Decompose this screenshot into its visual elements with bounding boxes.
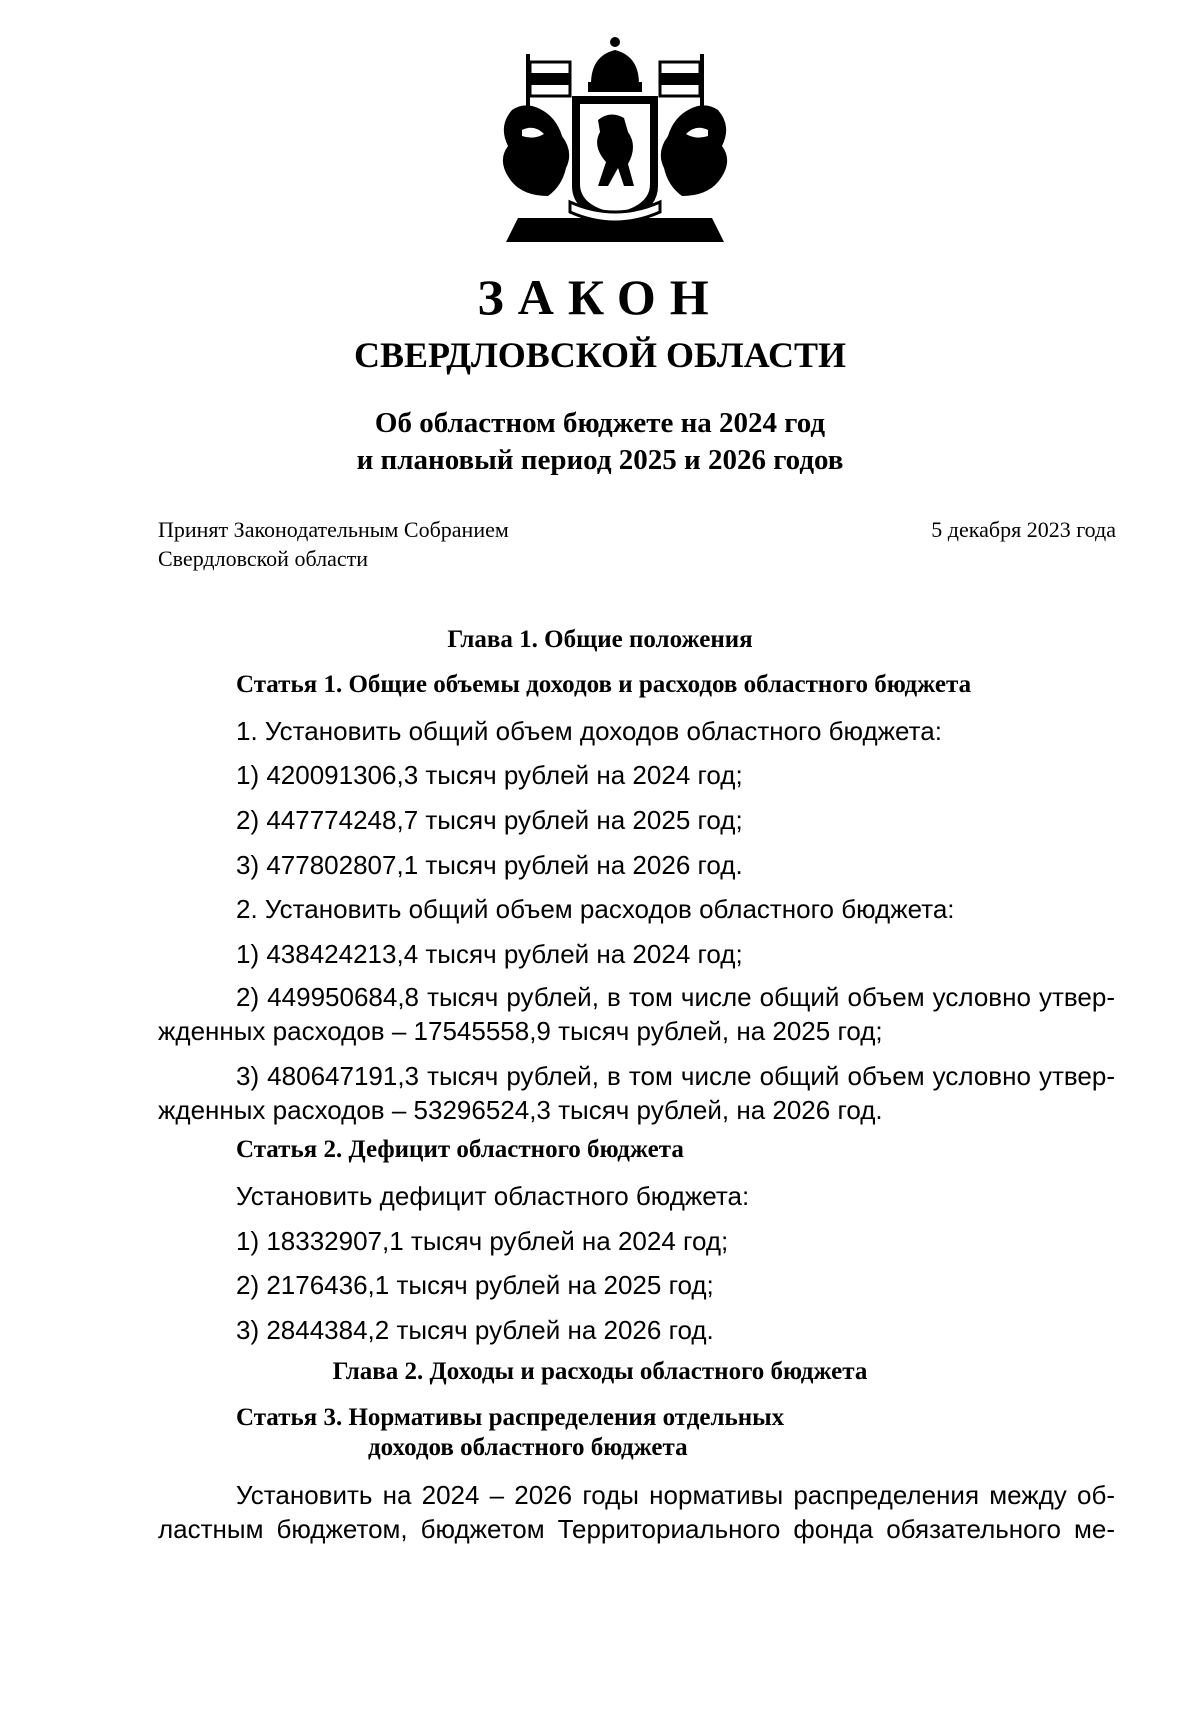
subtitle-line-1: Об областном бюджете на 2024 год <box>374 407 826 439</box>
article-1-p2-item2 <box>158 980 1115 1048</box>
adoption-line-1: Принят Законодательным Собранием <box>158 517 509 542</box>
article-3-title-line2: доходов областного бюджета <box>368 1434 688 1461</box>
article-1-p1: 1. Установить общий объем доходов областного бюджета: <box>236 716 942 746</box>
adoption-date: 5 декабря 2023 года <box>931 517 1116 542</box>
article-1-p1-item2: 2) 447774248,7 тысяч рублей на 2025 год; <box>236 805 743 835</box>
adoption-body <box>158 515 509 573</box>
article-2-p: Установить дефицит областного бюджета: <box>236 1181 750 1211</box>
article-2-item2: 2) 2176436,1 тысяч рублей на 2025 год; <box>236 1270 714 1300</box>
article-2-title: Статья 2. Дефицит областного бюджета <box>236 1136 684 1163</box>
adoption-line-2: Свердловской области <box>158 546 368 571</box>
chapter-1-title: Глава 1. Общие положения <box>447 626 753 653</box>
article-3-p <box>158 1478 1115 1546</box>
article-2-item3: 3) 2844384,2 тысяч рублей на 2026 год. <box>236 1315 714 1345</box>
article-1-p2-item2-line1: 2) 449950684,8 тысяч рублей, в том числе общий объем условно утвер- <box>236 982 1115 1012</box>
article-3-title-line1: Статья 3. Нормативы распределения отдельных <box>236 1404 785 1431</box>
article-1-p2-item3-line1: 3) 480647191,3 тысяч рублей, в том числе общий объем условно утвер- <box>236 1061 1115 1091</box>
law-title: ЗАКОН <box>477 269 723 325</box>
article-1-p2-item2-line2: жденных расходов – 17545558,9 тысяч рублей, на 2025 год; <box>158 1016 883 1046</box>
article-1-p1-item1: 1) 420091306,3 тысяч рублей на 2024 год; <box>236 760 743 790</box>
article-1-title: Статья 1. Общие объемы доходов и расходов областного бюджета <box>236 671 972 698</box>
article-1-p1-item3: 3) 477802807,1 тысяч рублей на 2026 год. <box>236 850 743 880</box>
chapter-2-title: Глава 2. Доходы и расходы областного бюджета <box>332 1358 868 1385</box>
article-3-p-line1: Установить на 2024 – 2026 годы нормативы распределения между об- <box>236 1480 1115 1510</box>
article-2-item1: 1) 18332907,1 тысяч рублей на 2024 год; <box>236 1226 729 1256</box>
article-1-p2-item3-line2: жденных расходов – 53296524,3 тысяч рублей, на 2026 год. <box>158 1095 883 1125</box>
article-1-p2-item1: 1) 438424213,4 тысяч рублей на 2024 год; <box>236 939 743 969</box>
law-subtitle <box>0 405 1200 479</box>
coat-of-arms-icon <box>478 36 752 246</box>
region-title: СВЕРДЛОВСКОЙ ОБЛАСТИ <box>354 335 846 375</box>
article-1-p2: 2. Установить общий объем расходов областного бюджета: <box>236 894 955 924</box>
article-3-p-line2: ластным бюджетом, бюджетом Территориального фонда обязательного ме- <box>158 1514 1115 1544</box>
article-1-p2-item3 <box>158 1059 1115 1127</box>
subtitle-line-2: и плановый период 2025 и 2026 годов <box>356 444 844 476</box>
